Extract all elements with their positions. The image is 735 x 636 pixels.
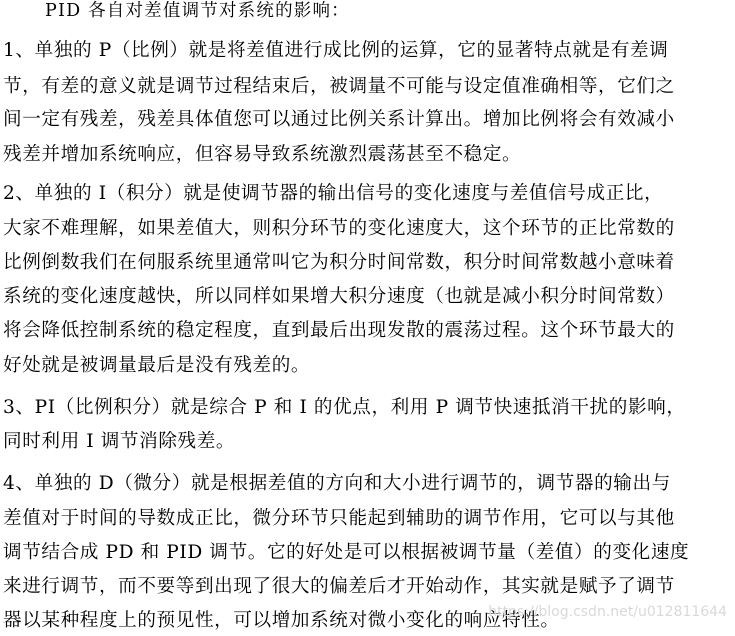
paragraph-1-line-1: 1、单独的 P（比例）就是将差值进行成比例的运算，它的显著特点就是有差调 (3, 40, 669, 61)
document-title: PID 各自对差值调节对系统的影响： (45, 1, 350, 21)
paragraph-2-line-6: 好处就是被调量最后是没有残差的。 (3, 355, 311, 376)
watermark: https://blog.csdn.net/u012811644 (488, 604, 727, 620)
paragraph-2-line-1: 2、单独的 I（积分）就是使调节器的输出信号的变化速度与差值信号成正比， (3, 183, 664, 204)
paragraph-2-line-3: 比例倒数我们在伺服系统里通常叫它为积分时间常数，积分时间常数越小意味着 (3, 252, 675, 273)
paragraph-4-line-2: 差值对于时间的导数成正比，微分环节只能起到辅助的调节作用，它可以与其他 (3, 508, 675, 529)
paragraph-4-line-5: 器以某种程度上的预见性，可以增加系统对微小变化的响应特性。 (3, 610, 560, 631)
paragraph-1-line-3: 间一定有残差，残差具体值您可以通过比例关系计算出。增加比例将会有效减小 (3, 109, 675, 130)
paragraph-1-line-4: 残差并增加系统响应，但容易导致系统激烈震荡甚至不稳定。 (3, 144, 522, 165)
paragraph-2-line-4: 系统的变化速度越快，所以同样如果增大积分速度（也就是减小积分时间常数） (3, 286, 675, 307)
paragraph-2-line-2: 大家不难理解，如果差值大，则积分环节的变化速度大，这个环节的正比常数的 (3, 218, 675, 239)
paragraph-3-line-1: 3、PI（比例积分）就是综合 P 和 I 的优点，利用 P 调节快速抵消干扰的影响， (3, 397, 686, 418)
paragraph-1-line-2: 节，有差的意义就是调节过程结束后，被调量不可能与设定值准确相等，它们之 (3, 76, 675, 97)
paragraph-2-line-5: 将会降低控制系统的稳定程度，直到最后出现发散的震荡过程。这个环节最大的 (3, 320, 675, 341)
paragraph-4-line-1: 4、单独的 D（微分）就是根据差值的方向和大小进行调节的，调节器的输出与 (3, 473, 671, 494)
paragraph-3-line-2: 同时利用 I 调节消除残差。 (3, 431, 236, 452)
paragraph-4-line-3: 调节结合成 PD 和 PID 调节。它的好处是可以根据被调节量（差值）的变化速度 (3, 542, 690, 563)
paragraph-4-line-4: 来进行调节，而不要等到出现了很大的偏差后才开始动作，其实就是赋予了调节 (3, 576, 675, 597)
